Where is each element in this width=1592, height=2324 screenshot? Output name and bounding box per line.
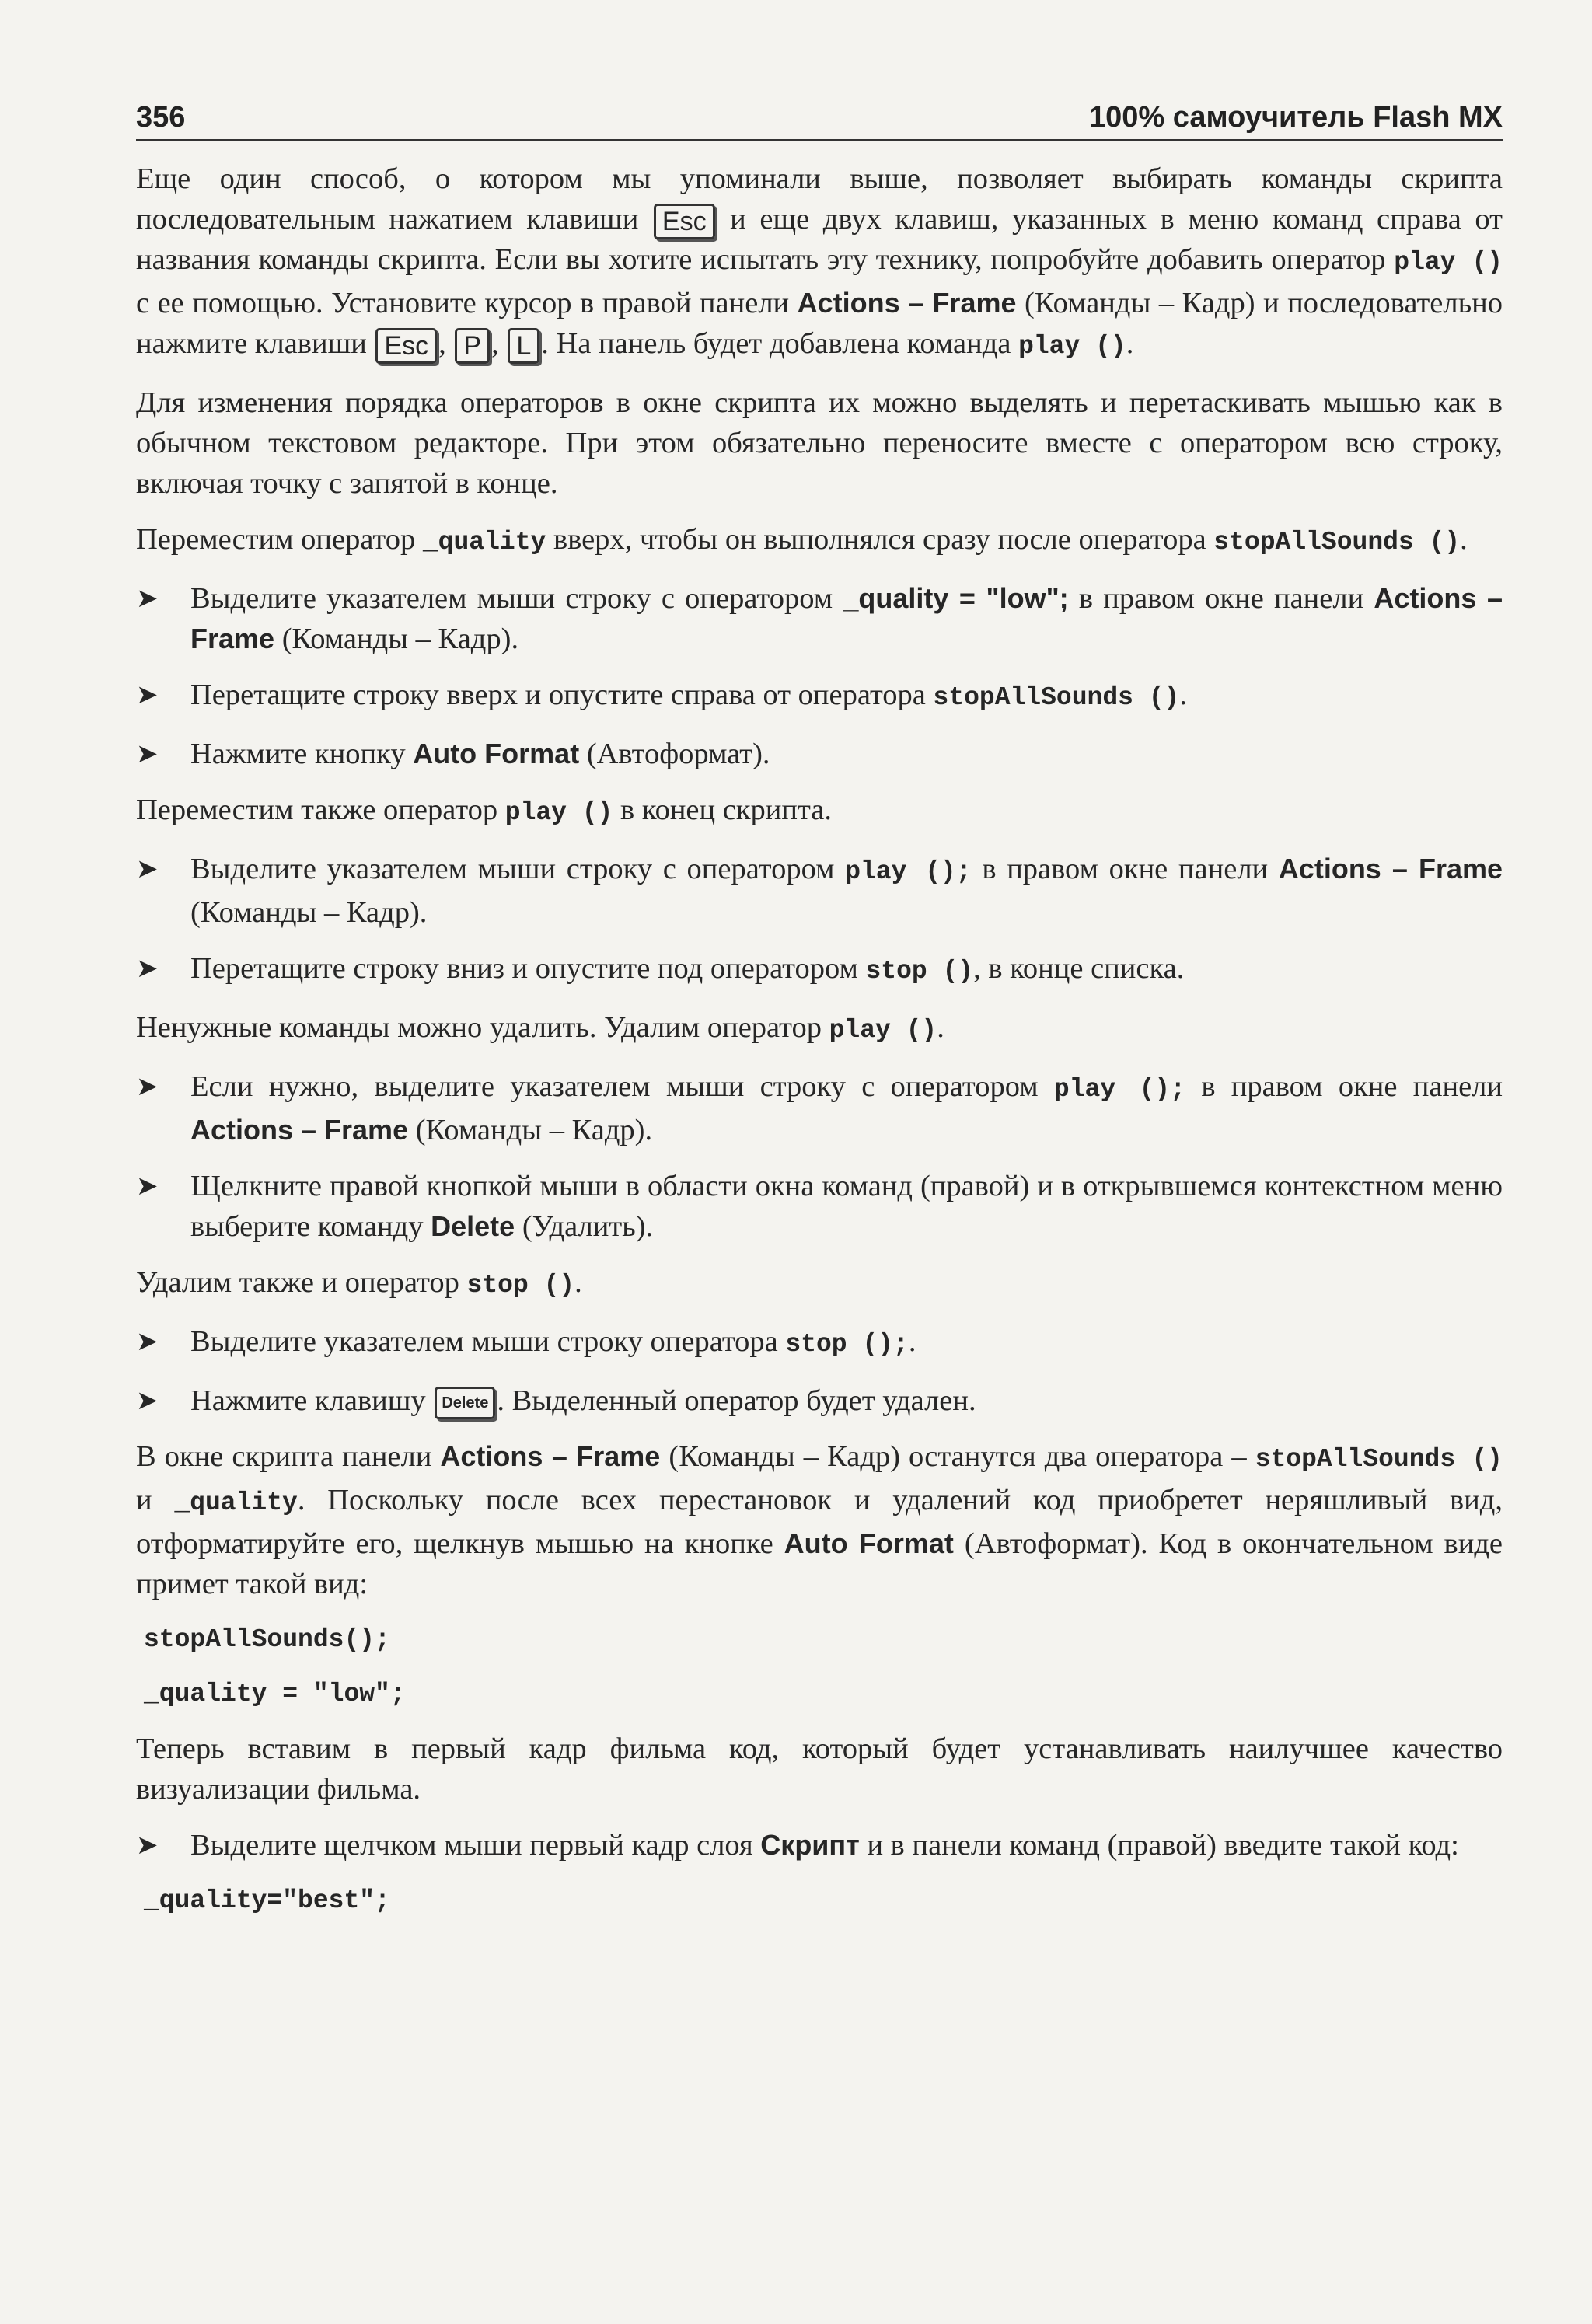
book-title: 100% самоучитель Flash MX (1089, 101, 1503, 134)
page-header (136, 101, 1503, 141)
list-item: ➤ Выделите щелчком мыши первый кадр слоя Скрипт и в панели команд (правой) введите такой код: (136, 1825, 1503, 1865)
bullet-arrow-icon: ➤ (136, 1171, 159, 1202)
delete-key-icon: Delete (435, 1387, 495, 1419)
bullet-arrow-icon: ➤ (136, 679, 159, 711)
paragraph-remaining: В окне скрипта панели Actions – Frame (Команды – Кадр) останутся два оператора – stopAllSounds () и _quality. Поскольку после всех перестановок и удалений код приобретет неряшливый вид, отформатируйте его, щелкнув мышью на кнопке Auto Format (Автоформат). Код в окончательном виде примет такой вид: (136, 1440, 1503, 1601)
bullet-arrow-icon: ➤ (136, 1071, 159, 1103)
list-item: ➤ Перетащите строку вниз и опустите под оператором stop (), в конце списка. (136, 948, 1503, 992)
bullet-arrow-icon: ➤ (136, 738, 159, 770)
paragraph-delete-stop: Удалим также и оператор stop (). (136, 1266, 582, 1300)
list-item: ➤ Выделите указателем мыши строку с оператором _quality = "low"; в правом окне панели Actions – Frame (Команды – Кадр). (136, 578, 1503, 659)
esc-key-icon: Esc (654, 204, 715, 239)
paragraph-delete-play: Ненужные команды можно удалить. Удалим оператор play (). (136, 1011, 944, 1045)
p-key-icon: P (455, 328, 490, 364)
page-number: 356 (136, 101, 186, 134)
list-item: ➤ Если нужно, выделите указателем мыши строку с оператором play (); в правом окне панели Actions – Frame (Команды – Кадр). (136, 1066, 1503, 1150)
paragraph-move-quality: Переместим оператор _quality вверх, чтобы он выполнялся сразу после оператора stopAllSounds (). (136, 523, 1468, 557)
list-item: ➤ Нажмите кнопку Auto Format (Автоформат). (136, 734, 1503, 774)
list-item: ➤ Нажмите клавишу Delete . Выделенный оператор будет удален. (136, 1380, 1503, 1421)
bullet-arrow-icon: ➤ (136, 583, 159, 615)
bullet-arrow-icon: ➤ (136, 1385, 159, 1417)
list-item: ➤ Перетащите строку вверх и опустите справа от оператора stopAllSounds (). (136, 675, 1503, 718)
list-item: ➤ Щелкните правой кнопкой мыши в области окна команд (правой) и в открывшемся контекстном меню выберите команду Delete (Удалить). (136, 1166, 1503, 1247)
paragraph-best-quality: Теперь вставим в первый кадр фильма код, который будет устанавливать наилучшее качество визуализации фильма. (136, 1733, 1503, 1806)
code-line: _quality="best"; (144, 1886, 390, 1916)
paragraph-esc-technique: Еще один способ, о котором мы упоминали выше, позволяет выбирать команды скрипта последовательным нажатием клавиши Esc и еще двух клавиш, указанных в меню команд справа от названия команды скрипта. Если вы хотите испытать эту технику, попробуйте добавить оператор play () с ее помощью. Установите курсор в правой панели Actions – Frame (Команды – Кадр) и последовательно нажмите клавиши Esc , P , L . На панель будет добавлена команда play (). (136, 159, 1503, 367)
bullet-arrow-icon: ➤ (136, 953, 159, 985)
l-key-icon: L (508, 328, 539, 364)
bullet-arrow-icon: ➤ (136, 853, 159, 885)
code-line: stopAllSounds(); (144, 1625, 390, 1655)
list-item: ➤ Выделите указателем мыши строку с оператором play (); в правом окне панели Actions – Frame (Команды – Кадр). (136, 849, 1503, 933)
paragraph-reorder: Для изменения порядка операторов в окне скрипта их можно выделять и перетаскивать мышью как в обычном текстовом редакторе. При этом обязательно переносите вместе с оператором всю строку, включая точку с запятой в конце. (136, 386, 1503, 501)
bullet-arrow-icon: ➤ (136, 1326, 159, 1358)
list-item: ➤ Выделите указателем мыши строку оператора stop ();. (136, 1321, 1503, 1365)
esc-key-icon: Esc (375, 328, 437, 364)
bullet-arrow-icon: ➤ (136, 1830, 159, 1862)
code-line: _quality = "low"; (144, 1680, 406, 1709)
paragraph-move-play: Переместим также оператор play () в конец скрипта. (136, 794, 832, 828)
